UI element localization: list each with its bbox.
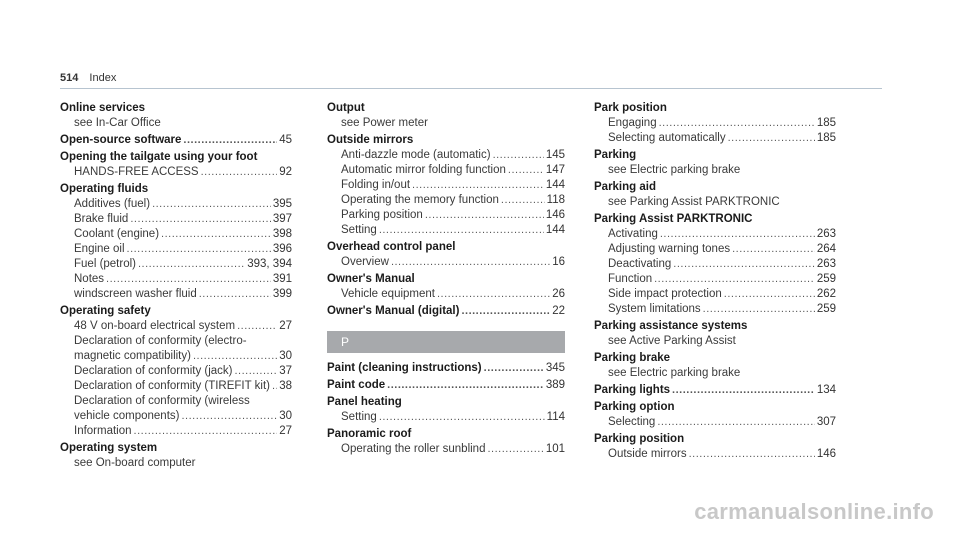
page-ref[interactable]: 399 xyxy=(272,288,292,300)
dot-leader xyxy=(134,424,278,439)
dot-leader xyxy=(201,165,278,180)
entry-subitem-text: Automatic mirror folding function xyxy=(341,164,506,176)
dot-leader xyxy=(152,197,271,212)
entry-subitem-text: Activating xyxy=(608,228,658,240)
entry-subitem-text: magnetic compatibility) xyxy=(74,350,191,362)
entry-subitem[interactable] xyxy=(60,424,292,439)
dot-leader xyxy=(127,242,271,257)
dot-leader xyxy=(732,242,815,257)
entry-subitem[interactable] xyxy=(327,223,565,238)
entry-heading-text: Paint (cleaning instructions) xyxy=(327,362,482,374)
dot-leader xyxy=(237,319,277,334)
index-entry xyxy=(327,240,565,270)
entry-subitem xyxy=(594,163,836,178)
page-ref[interactable]: 144 xyxy=(545,224,565,236)
page-ref[interactable]: 263 xyxy=(816,258,836,270)
page-ref[interactable]: 16 xyxy=(552,256,565,268)
dot-leader xyxy=(387,378,544,393)
entry-subitem-text: see On-board computer xyxy=(74,457,196,469)
dot-leader xyxy=(660,227,815,242)
page-ref[interactable]: 262 xyxy=(816,288,836,300)
entry-heading-text: Opening the tailgate using your foot xyxy=(60,151,258,163)
entry-subitem-text: Additives (fuel) xyxy=(74,198,151,210)
page-ref[interactable]: 147 xyxy=(545,164,565,176)
entry-subitem-text: see Active Parking Assist xyxy=(608,335,736,347)
index-entry xyxy=(60,304,292,439)
entry-subitem-text: Engine oil xyxy=(74,243,125,255)
entry-subitem[interactable] xyxy=(60,409,292,424)
entry-subitem[interactable] xyxy=(60,257,292,272)
index-entry xyxy=(594,212,836,317)
index-entry xyxy=(327,427,565,457)
entry-subitem-text: Parking position xyxy=(341,209,423,221)
entry-subitem[interactable] xyxy=(60,212,292,227)
dot-leader xyxy=(461,304,550,319)
entry-subitem-text: Declaration of conformity (wireless xyxy=(74,395,250,407)
page-ref[interactable]: 185 xyxy=(816,117,836,129)
page-ref[interactable]: 92 xyxy=(279,166,292,178)
entry-subitem-text: Anti-dazzle mode (automatic) xyxy=(341,149,491,161)
entry-subitem xyxy=(60,116,292,131)
dot-leader xyxy=(673,257,815,272)
page-ref[interactable]: 391 xyxy=(272,273,292,285)
index-entry xyxy=(60,182,292,302)
dot-leader xyxy=(501,193,545,208)
entry-heading xyxy=(594,432,836,447)
entry-heading xyxy=(60,101,292,116)
page-ref[interactable]: 264 xyxy=(816,243,836,255)
entry-subitem[interactable] xyxy=(60,197,292,212)
entry-subitem[interactable] xyxy=(60,242,292,257)
entry-heading xyxy=(594,319,836,334)
entry-subitem[interactable] xyxy=(327,148,565,163)
entry-heading xyxy=(327,240,565,255)
page-ref[interactable]: 345 xyxy=(545,362,565,374)
page-ref[interactable]: 101 xyxy=(545,443,565,455)
dot-leader xyxy=(181,409,277,424)
page-header xyxy=(60,72,116,84)
page-ref[interactable]: 398 xyxy=(272,228,292,240)
entry-subitem[interactable] xyxy=(327,178,565,193)
index-column-2 xyxy=(327,101,565,459)
entry-subitem[interactable] xyxy=(327,287,565,302)
index-entry xyxy=(594,319,836,349)
entry-subitem[interactable] xyxy=(327,208,565,223)
dot-leader xyxy=(138,257,245,272)
entry-heading-text: Parking Assist PARKTRONIC xyxy=(594,213,753,225)
index-entry xyxy=(327,101,565,131)
entry-subitem[interactable] xyxy=(60,287,292,302)
dot-leader xyxy=(672,383,815,398)
entry-heading-text: Parking option xyxy=(594,401,675,413)
entry-subitem-text: Setting xyxy=(341,224,377,236)
entry-subitem-text: Notes xyxy=(74,273,105,285)
dot-leader xyxy=(106,272,271,287)
entry-subitem[interactable] xyxy=(594,131,836,146)
entry-subitem[interactable] xyxy=(327,442,565,457)
entry-heading-text: Paint code xyxy=(327,379,386,391)
entry-subitem-text: see Electric parking brake xyxy=(608,367,741,379)
page-ref[interactable]: 30 xyxy=(279,350,292,362)
entry-subitem xyxy=(327,116,565,131)
entry-subitem-text: Fuel (petrol) xyxy=(74,258,136,270)
index-entry xyxy=(594,101,836,146)
entry-subitem-text: Declaration of conformity (jack) xyxy=(74,365,233,377)
page-ref[interactable]: 146 xyxy=(545,209,565,221)
page-ref[interactable]: 144 xyxy=(545,179,565,191)
dot-leader xyxy=(199,287,271,302)
dot-leader xyxy=(659,116,815,131)
dot-leader xyxy=(724,287,815,302)
dot-leader xyxy=(487,442,543,457)
entry-heading-text: Overhead control panel xyxy=(327,241,456,253)
entry-heading xyxy=(594,180,836,195)
page-ref[interactable]: 263 xyxy=(816,228,836,240)
entry-subitem[interactable] xyxy=(60,227,292,242)
page-number: 514 xyxy=(60,72,79,84)
dot-leader xyxy=(728,131,815,146)
entry-subitem-text: see Electric parking brake xyxy=(608,164,741,176)
page-ref[interactable]: 396 xyxy=(272,243,292,255)
entry-subitem-text: Outside mirrors xyxy=(608,448,687,460)
entry-subitem[interactable] xyxy=(60,349,292,364)
page-ref[interactable]: 45 xyxy=(279,134,292,146)
dot-leader xyxy=(130,212,270,227)
dot-leader xyxy=(235,364,278,379)
entry-heading[interactable] xyxy=(327,378,565,393)
page-ref[interactable]: 397 xyxy=(272,213,292,225)
page-ref[interactable]: 307 xyxy=(816,416,836,428)
entry-subitem[interactable] xyxy=(594,227,836,242)
entry-heading-text: Owner's Manual xyxy=(327,273,415,285)
index-entry xyxy=(327,133,565,238)
page-ref[interactable]: 114 xyxy=(546,411,565,423)
section-name: Index xyxy=(89,72,117,84)
page-ref[interactable]: 134 xyxy=(816,384,836,396)
index-entry xyxy=(327,272,565,302)
entry-heading-text: Open-source software xyxy=(60,134,182,146)
index-entry xyxy=(327,304,565,319)
entry-subitem-text: Coolant (engine) xyxy=(74,228,160,240)
entry-heading-text: Outside mirrors xyxy=(327,134,414,146)
dot-leader xyxy=(689,447,815,462)
entry-subitem[interactable] xyxy=(327,255,565,270)
entry-heading-text: Output xyxy=(327,102,365,114)
entry-subitem-text: see Power meter xyxy=(341,117,428,129)
dot-leader xyxy=(437,287,550,302)
page-ref[interactable]: 30 xyxy=(279,410,292,422)
dot-leader xyxy=(193,349,277,364)
entry-subitem-text: Operating the memory function xyxy=(341,194,499,206)
section-letter-bar: P xyxy=(327,331,565,353)
entry-heading-text: Parking lights xyxy=(594,384,671,396)
entry-heading[interactable] xyxy=(327,361,565,376)
entry-subitem-text: see In-Car Office xyxy=(74,117,161,129)
page-ref[interactable]: 27 xyxy=(279,320,292,332)
entry-heading xyxy=(60,441,292,456)
entry-subitem-text: Engaging xyxy=(608,117,657,129)
dot-leader xyxy=(183,133,277,148)
entry-subitem-text: Overview xyxy=(341,256,389,268)
page-ref[interactable]: 393, 394 xyxy=(247,258,292,270)
entry-subitem xyxy=(60,456,292,471)
entry-subitem-text: windscreen washer fluid xyxy=(74,288,197,300)
entry-heading-text: Owner's Manual (digital) xyxy=(327,305,460,317)
watermark: carmanualsonline.info xyxy=(694,499,934,524)
entry-heading-text: Operating fluids xyxy=(60,183,149,195)
page-ref[interactable]: 145 xyxy=(545,149,565,161)
entry-subitem[interactable] xyxy=(327,193,565,208)
entry-heading xyxy=(327,272,565,287)
header-rule xyxy=(60,88,882,89)
entry-subitem-text: HANDS-FREE ACCESS xyxy=(74,166,199,178)
dot-leader xyxy=(379,223,544,238)
index-column-3 xyxy=(594,101,836,464)
entry-heading xyxy=(60,150,292,165)
entry-subitem-text: Selecting xyxy=(608,416,656,428)
entry-subitem xyxy=(594,334,836,349)
entry-subitem[interactable] xyxy=(594,272,836,287)
entry-heading-text: Parking aid xyxy=(594,181,656,193)
entry-heading xyxy=(60,182,292,197)
entry-subitem-text: Declaration of conformity (TIREFIT kit) xyxy=(74,380,270,392)
page-ref[interactable]: 118 xyxy=(546,194,565,206)
entry-heading xyxy=(327,395,565,410)
entry-heading xyxy=(594,101,836,116)
index-entry xyxy=(594,180,836,210)
entry-subitem-text: Information xyxy=(74,425,132,437)
entry-subitem[interactable] xyxy=(594,242,836,257)
dot-leader xyxy=(484,361,544,376)
dot-leader xyxy=(412,178,544,193)
entry-subitem-text: 48 V on-board electrical system xyxy=(74,320,236,332)
entry-subitem-text: Deactivating xyxy=(608,258,672,270)
entry-subitem[interactable] xyxy=(594,287,836,302)
page-ref[interactable]: 27 xyxy=(279,425,292,437)
page-ref[interactable]: 259 xyxy=(816,273,836,285)
entry-subitem[interactable] xyxy=(60,272,292,287)
page-ref[interactable]: 389 xyxy=(545,379,565,391)
entry-subitem-text: Vehicle equipment xyxy=(341,288,435,300)
entry-heading-text: Parking brake xyxy=(594,352,671,364)
index-entry xyxy=(60,133,292,148)
entry-subitem-text: see Parking Assist PARKTRONIC xyxy=(608,196,780,208)
entry-subitem[interactable] xyxy=(327,163,565,178)
dot-leader xyxy=(657,415,815,430)
page-ref[interactable]: 395 xyxy=(272,198,292,210)
entry-heading-text: Parking xyxy=(594,149,637,161)
index-entry xyxy=(60,441,292,471)
entry-subitem[interactable] xyxy=(60,379,292,394)
entry-subitem-text: Brake fluid xyxy=(74,213,129,225)
page-ref[interactable]: 185 xyxy=(816,132,836,144)
entry-heading xyxy=(594,212,836,227)
entry-subitem-text: Selecting automatically xyxy=(608,132,726,144)
entry-heading-text: Operating safety xyxy=(60,305,151,317)
entry-subitem-text: Function xyxy=(608,273,653,285)
entry-heading xyxy=(594,351,836,366)
entry-subitem-text: Adjusting warning tones xyxy=(608,243,731,255)
entry-subitem-text: vehicle components) xyxy=(74,410,180,422)
entry-subitem[interactable] xyxy=(594,415,836,430)
index-entry xyxy=(594,400,836,430)
page-ref[interactable]: 259 xyxy=(816,303,836,315)
entry-heading[interactable] xyxy=(594,383,836,398)
entry-subitem[interactable] xyxy=(327,410,565,425)
index-entry xyxy=(594,148,836,178)
index-entry xyxy=(327,361,565,376)
entry-heading-text: Parking position xyxy=(594,433,685,445)
entry-subitem-text: Operating the roller sunblind xyxy=(341,443,486,455)
entry-heading-text: Operating system xyxy=(60,442,158,454)
entry-subitem[interactable] xyxy=(60,319,292,334)
entry-subitem xyxy=(60,334,292,349)
dot-leader xyxy=(703,302,815,317)
entry-subitem xyxy=(594,195,836,210)
entry-heading xyxy=(60,304,292,319)
entry-heading-text: Online services xyxy=(60,102,146,114)
entry-subitem[interactable] xyxy=(594,257,836,272)
index-entry xyxy=(60,150,292,180)
index-entry xyxy=(327,395,565,425)
dot-leader xyxy=(161,227,271,242)
entry-heading-text: Park position xyxy=(594,102,667,114)
entry-subitem-text: Setting xyxy=(341,411,377,423)
index-entry xyxy=(60,101,292,131)
index-entry xyxy=(327,378,565,393)
entry-subitem-text: System limitations xyxy=(608,303,701,315)
entry-heading xyxy=(327,101,565,116)
dot-leader xyxy=(508,163,544,178)
entry-heading[interactable] xyxy=(327,304,565,319)
dot-leader xyxy=(654,272,815,287)
dot-leader xyxy=(272,379,277,394)
page-ref[interactable]: 22 xyxy=(552,305,565,317)
dot-leader xyxy=(425,208,544,223)
page-ref[interactable]: 37 xyxy=(279,365,292,377)
page-ref[interactable]: 146 xyxy=(816,448,836,460)
entry-heading xyxy=(327,133,565,148)
page-ref[interactable]: 26 xyxy=(552,288,565,300)
index-column-1 xyxy=(60,101,292,473)
entry-subitem[interactable] xyxy=(594,447,836,462)
entry-heading xyxy=(594,400,836,415)
entry-subitem[interactable] xyxy=(594,116,836,131)
entry-subitem-text: Side impact protection xyxy=(608,288,722,300)
entry-subitem[interactable] xyxy=(594,302,836,317)
entry-subitem[interactable] xyxy=(60,165,292,180)
entry-heading-text: Panel heating xyxy=(327,396,402,408)
dot-leader xyxy=(493,148,544,163)
entry-heading xyxy=(594,148,836,163)
index-entry xyxy=(594,351,836,381)
index-entry xyxy=(594,432,836,462)
entry-subitem xyxy=(594,366,836,381)
entry-subitem-text: Folding in/out xyxy=(341,179,411,191)
index-entry xyxy=(594,383,836,398)
entry-heading-text: Panoramic roof xyxy=(327,428,412,440)
dot-leader xyxy=(379,410,545,425)
entry-heading[interactable] xyxy=(60,133,292,148)
dot-leader xyxy=(391,255,550,270)
entry-subitem xyxy=(60,394,292,409)
entry-heading xyxy=(327,427,565,442)
entry-subitem-text: Declaration of conformity (electro- xyxy=(74,335,247,347)
entry-heading-text: Parking assistance systems xyxy=(594,320,748,332)
entry-subitem[interactable] xyxy=(60,364,292,379)
page-ref[interactable]: 38 xyxy=(279,380,292,392)
